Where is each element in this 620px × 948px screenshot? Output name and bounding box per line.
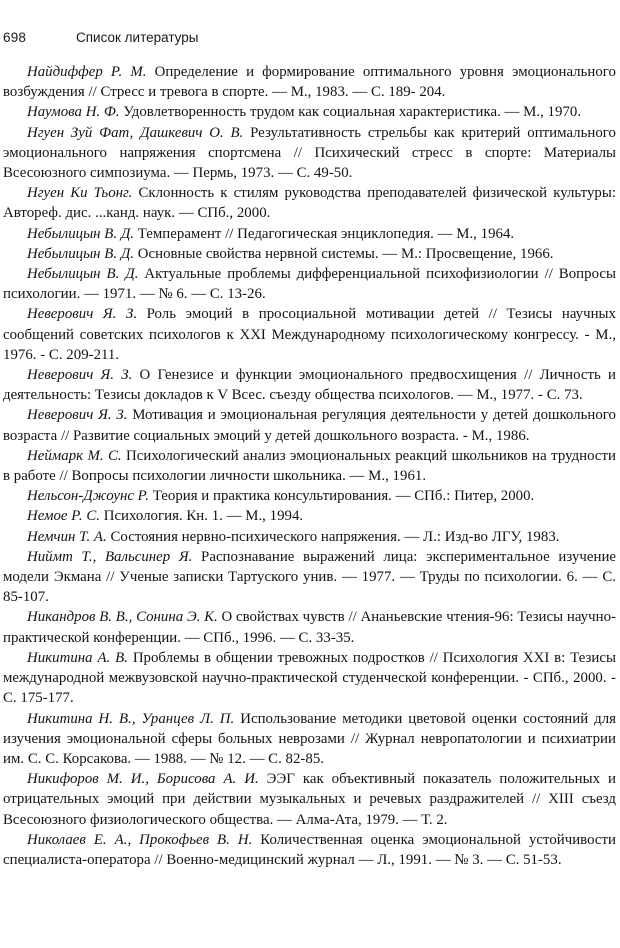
reference-text: Удовлетворенность трудом как социальная характеристика. — М., 1970.	[119, 104, 582, 121]
reference-entry	[3, 506, 616, 526]
page-header	[0, 27, 620, 49]
reference-entry	[3, 830, 616, 870]
reference-authors: Неверович Я. З.	[27, 306, 138, 323]
reference-authors: Неверович Я. З.	[27, 367, 133, 384]
reference-text: Использование методики цветовой оценки состояний для изучения эмоциональной сферы больных неврозами // Журнал невропатологии и психиатрии им. С. С. Корсакова. — 1988. — № 12. — С. 82-85.	[3, 710, 616, 767]
reference-entry	[3, 224, 616, 244]
reference-entry	[3, 709, 616, 770]
reference-authors: Немчин Т. А.	[27, 528, 107, 545]
reference-authors: Немое Р. С.	[27, 508, 100, 525]
reference-authors: Нельсон-Джоунс Р.	[27, 488, 150, 505]
reference-authors: Найдиффер Р. М.	[27, 64, 147, 80]
reference-authors: Небылицын В. Д.	[27, 266, 139, 283]
reference-entry	[3, 607, 616, 647]
reference-entry	[3, 244, 616, 264]
reference-text: Основные свойства нервной системы. — М.: Просвещение, 1966.	[134, 245, 554, 262]
reference-text: ЭЭГ как объективный показатель положительных и отрицательных эмоций при действии музыкальных и речевых раздражителей // XIII съезд Всесоюзного физиологического общества. — Алма-Ата, 1979. — Т. 2.	[3, 771, 616, 828]
reference-text: О Генезисе и функции эмоционального предвосхищения // Личность и деятельность: Тезисы докладов к V Всес. съезду общества психологов. — М., 1977. - С. 73.	[3, 367, 616, 404]
running-title: Список литературы	[76, 30, 199, 45]
reference-entry	[3, 769, 616, 830]
reference-entry	[3, 304, 616, 365]
reference-text: Количественная оценка эмоциональной устойчивости специалиста-оператора // Военно-медицинский журнал — Л., 1991. — № 3. — С. 51-53.	[3, 831, 616, 868]
reference-text: Роль эмоций в просоциальной мотивации детей // Тезисы научных сообщений советских психологов к XXI Международному психологическому конгрессу. - М., 1976. - С. 209-211.	[3, 306, 616, 363]
reference-text: Психологический анализ эмоциональных реакций школьников на трудности в работе // Вопросы психологии личности школьника. — М., 1961.	[3, 447, 616, 485]
reference-entry	[3, 527, 616, 547]
reference-text: Мотивация и эмоциональная регуляция деятельности у детей дошкольного возраста // Развитие социальных эмоций у детей дошкольного возраста. - М., 1986.	[3, 407, 616, 444]
reference-text: Состояния нервно-психического напряжения. — Л.: Изд-во ЛГУ, 1983.	[106, 528, 560, 545]
reference-entry	[3, 486, 616, 506]
reference-entry	[3, 123, 616, 184]
reference-text: Психология. Кн. 1. — М., 1994.	[99, 508, 304, 525]
reference-entry	[3, 264, 616, 304]
reference-text: О свойствах чувств // Ананьевские чтения-96: Тезисы научно-практической конференции. — СПб., 1996. — С. 33-35.	[3, 609, 616, 646]
reference-authors: Наумова Н. Ф.	[27, 104, 120, 121]
reference-text: Результативность стрельбы как критерий оптимального эмоционального напряжения спортсмена // Психический стресс в спорте: Материалы Всесоюзного симпозиума. — Пермь, 1973. — С. 49-50.	[3, 124, 616, 182]
reference-authors: Никитина А. В.	[27, 649, 128, 666]
reference-text: Определение и формирование оптимального уровня эмоционального возбуждения // Стресс и тревога в спорте. — М., 1983. — С. 189- 204.	[3, 64, 616, 101]
reference-text: Проблемы в общении тревожных подростков // Психология XXI в: Тезисы международной межвузовской научно-практической студенческой конференции. - СПб., 2000. - С. 175-177.	[3, 649, 616, 707]
reference-list	[3, 62, 616, 870]
reference-authors: Неймарк М. С.	[27, 447, 122, 464]
reference-entry	[3, 365, 616, 405]
reference-authors: Нгуен Зуй Фат, Дашкевич О. В.	[27, 124, 244, 141]
reference-authors: Никандров В. В., Сонина Э. К.	[27, 609, 218, 626]
reference-authors: Небылицын В. Д.	[27, 225, 135, 242]
reference-entry	[3, 547, 616, 608]
reference-text: Теория и практика консультирования. — СПб.: Питер, 2000.	[149, 488, 535, 505]
reference-authors: Небылицын В. Д.	[27, 245, 135, 262]
reference-text: Распознавание выражений лица: экспериментальное изучение модели Экмана // Ученые записки Тартуского унив. — 1977. — Труды по психологии. 6. — С. 85-107.	[3, 548, 617, 606]
reference-entry	[3, 405, 616, 445]
reference-authors: Никитина Н. В., Уранцев Л. П.	[27, 710, 235, 727]
reference-text: Актуальные проблемы дифференциальной психофизиологии // Вопросы психологии. — 1971. — № 6. — С. 13-26.	[3, 266, 616, 303]
reference-authors: Николаев Е. А., Прокофьев В. Н.	[27, 831, 253, 848]
reference-entry	[3, 102, 616, 122]
reference-entry	[3, 648, 616, 709]
reference-authors: Ниймт Т., Вальсинер Я.	[27, 548, 193, 565]
reference-authors: Неверович Я. З.	[27, 407, 128, 424]
reference-entry	[3, 446, 616, 486]
reference-entry	[3, 62, 616, 102]
reference-authors: Никифоров М. И., Борисова А. И.	[27, 771, 259, 788]
reference-entry	[3, 183, 616, 223]
reference-authors: Нгуен Ки Тьонг.	[27, 185, 133, 202]
reference-text: Склонность к стилям руководства преподавателей физической культуры: Автореф. дис. ...канд. наук. — СПб., 2000.	[3, 185, 616, 222]
page-number: 698	[3, 30, 27, 45]
reference-text: Темперамент // Педагогическая энциклопедия. — М., 1964.	[134, 225, 515, 242]
